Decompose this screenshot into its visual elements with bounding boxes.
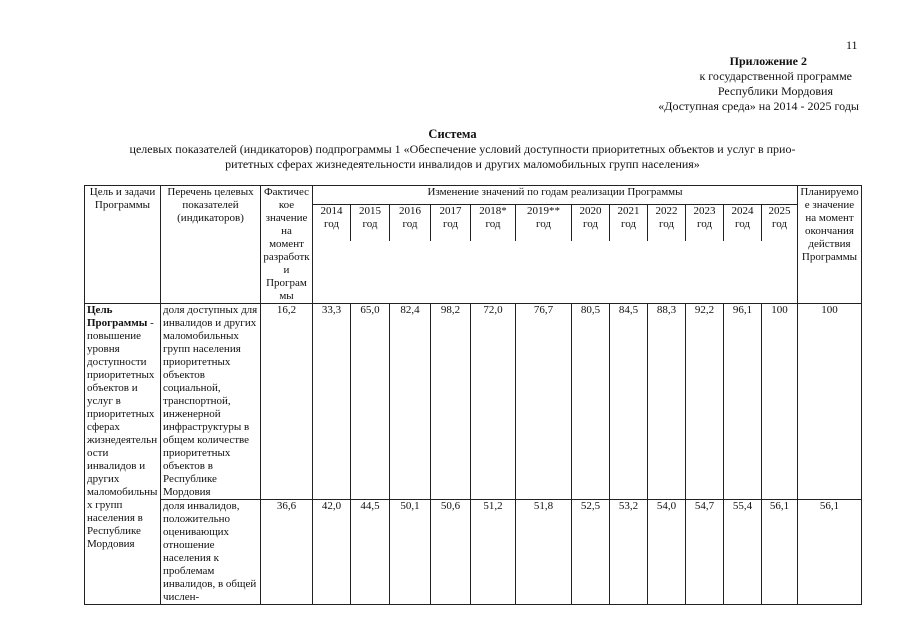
goal-cell [85,304,161,605]
header-year [313,205,351,241]
indicator-cell: доля доступных для инвалидов и других маломобильных групп населения приоритетных объектов социальной, транспортной, инженерной инфраструктуры в общем количестве приоритетных объектов в Республике Мордовия [161,304,261,500]
year-label: 2025 [768,205,791,218]
indicator-cell: доля инвалидов, положительно оценивающих отношение населения к проблемам инвалидов, в общей числен- [161,500,261,605]
year-label: 2022 [655,205,678,218]
year-value-cell: 98,2 [431,304,471,500]
header-year [471,205,516,241]
year-unit: год [582,218,599,231]
year-value-cell: 42,0 [313,500,351,605]
appendix-line-1: к государственной программе [699,69,852,83]
header-year [516,205,572,241]
year-label: 2018* [479,205,507,218]
year-value-cell: 92,2 [686,304,724,500]
planned-value-cell: 56,1 [798,500,862,605]
subtitle-line-1: целевых показателей (индикаторов) подпрограммы 1 «Обеспечение условий доступности приоритетных объектов и услуг в прио- [129,142,796,156]
year-label: 2019** [527,205,560,218]
header-row-1 [85,186,862,205]
header-year [724,205,762,241]
header-year [351,205,390,241]
indicators-table [84,185,862,605]
header-goal: Цель и задачи Программы [85,186,161,304]
actual-value-cell: 16,2 [261,304,313,500]
year-label: 2016 [399,205,421,218]
header-actual: Фактическое значение на момент разработки Программы [261,186,313,304]
year-value-cell: 65,0 [351,304,390,500]
year-value-cell: 96,1 [724,304,762,500]
year-unit: год [771,218,788,231]
year-unit: год [402,218,418,231]
header-year [390,205,431,241]
header-year [686,205,724,241]
year-label: 2021 [617,205,640,218]
year-label: 2017 [439,205,462,218]
year-label: 2023 [693,205,716,218]
document-subtitle [60,142,865,172]
page-number: 11 [846,38,858,52]
year-unit: год [620,218,637,231]
appendix-line-3: «Доступная среда» на 2014 - 2025 годы [658,99,859,113]
year-value-cell: 84,5 [610,304,648,500]
year-value-cell: 80,5 [572,304,610,500]
year-value-cell: 51,8 [516,500,572,605]
year-value-cell: 56,1 [762,500,798,605]
year-label: 2024 [731,205,754,218]
year-value-cell: 100 [762,304,798,500]
year-value-cell: 51,2 [471,500,516,605]
year-unit: год [734,218,751,231]
year-unit: год [485,218,501,231]
header-changes: Изменение значений по годам реализации Программы [313,186,798,205]
year-value-cell: 76,7 [516,304,572,500]
year-label: 2015 [359,205,381,218]
year-unit: год [442,218,459,231]
header-year [431,205,471,241]
actual-value-cell: 36,6 [261,500,313,605]
appendix-line-2: Республики Мордовия [717,84,833,98]
year-value-cell: 54,0 [648,500,686,605]
year-value-cell: 82,4 [390,304,431,500]
year-value-cell: 54,7 [686,500,724,605]
header-year [572,205,610,241]
header-spacer [313,241,798,304]
year-value-cell: 55,4 [724,500,762,605]
header-year [762,205,798,241]
year-value-cell: 50,1 [390,500,431,605]
table-row [85,304,862,500]
year-unit: год [658,218,675,231]
table-row [85,500,862,605]
header-year [648,205,686,241]
year-value-cell: 50,6 [431,500,471,605]
header-planned: Планируемое значение на момент окончания действия Программы [798,186,862,304]
subtitle-line-2: ритетных сферах жизнедеятельности инвалидов и других маломобильных групп населения» [225,157,700,171]
year-unit: год [535,218,552,231]
goal-label: Цель Программы [87,304,148,329]
year-unit: год [323,218,340,231]
appendix-title: Приложение 2 [729,54,807,68]
document-title: Система [428,127,477,141]
year-unit: год [362,218,378,231]
year-unit: год [696,218,713,231]
table-body [85,304,862,605]
year-value-cell: 33,3 [313,304,351,500]
year-label: 2020 [579,205,602,218]
header-year [610,205,648,241]
year-value-cell: 52,5 [572,500,610,605]
appendix-block [658,54,859,114]
year-value-cell: 44,5 [351,500,390,605]
year-value-cell: 72,0 [471,304,516,500]
year-label: 2014 [320,205,343,218]
header-indicators: Перечень целевых показателей (индикаторов) [161,186,261,304]
year-value-cell: 53,2 [610,500,648,605]
goal-text: - повышение уровня доступности приоритетных объектов и услуг в приоритетных сферах жизнедеятельности инвалидов и других маломобильных групп населения в Республике Мордовия [87,317,158,550]
planned-value-cell: 100 [798,304,862,500]
year-value-cell: 88,3 [648,304,686,500]
